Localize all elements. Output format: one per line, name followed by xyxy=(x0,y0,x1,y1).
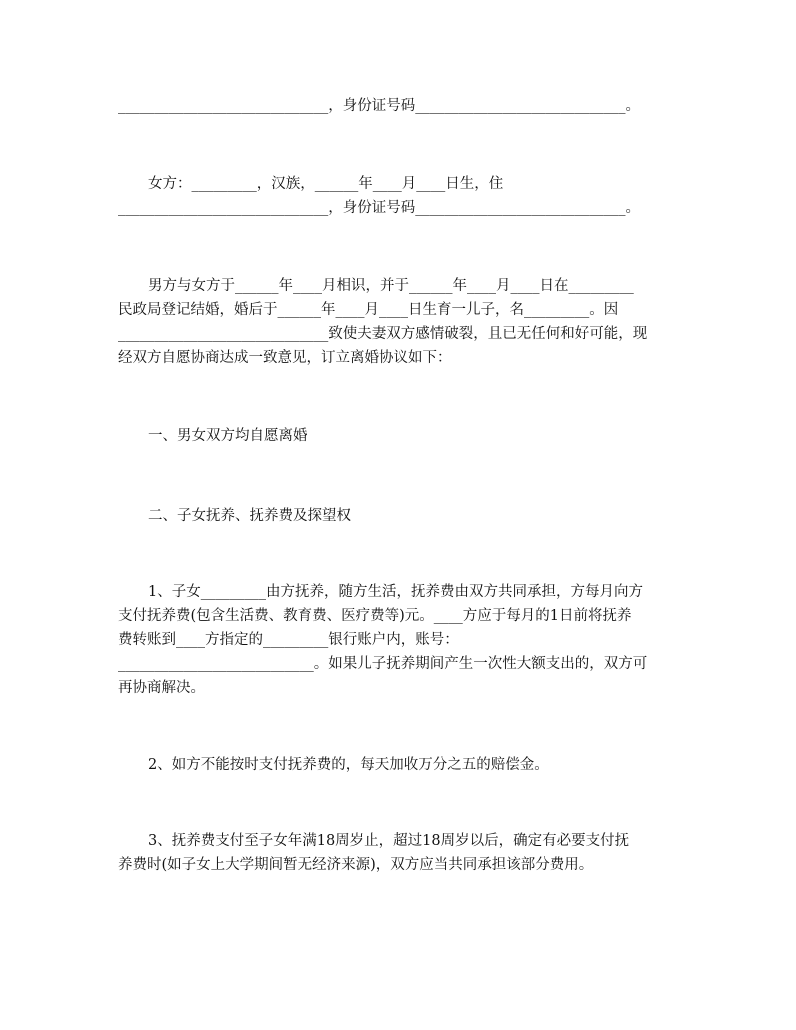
clause-2-paragraph xyxy=(118,753,680,777)
male-id-line xyxy=(118,94,680,118)
text-line: 3、抚养费支付至子女年满18周岁止，超过18周岁以后，确定有必要支付抚 xyxy=(148,833,630,849)
text-line: 支付抚养费(包含生活费、教育费、医疗费等)元。____方应于每月的1日前将抚养 xyxy=(118,608,632,624)
text-line: 民政局登记结婚，婚后于______年____月____日生育一儿子，名_________。因 xyxy=(118,302,619,318)
text-line: 男方与女方于______年____月相识，并于______年____月____日在_________ xyxy=(148,278,634,294)
marriage-paragraph xyxy=(118,274,680,370)
text-line: 一、男女双方均自愿离婚 xyxy=(148,428,308,444)
section-heading-1 xyxy=(118,424,680,448)
text-line: ___________________________。如果儿子抚养期间产生一次性大额支出的，双方可 xyxy=(118,656,648,672)
text-line: _____________________________致使夫妻双方感情破裂，且已无任何和好可能，现 xyxy=(118,326,648,342)
text-line: 养费时(如子女上大学期间暂无经济来源)，双方应当共同承担该部分费用。 xyxy=(118,857,594,873)
text-line: 再协商解决。 xyxy=(118,680,205,696)
female-info-paragraph xyxy=(118,172,680,220)
text-line: 1、子女_________由方抚养，随方生活，抚养费由双方共同承担，方每月向方 xyxy=(148,584,643,600)
clause-3-paragraph xyxy=(118,829,680,877)
text-line: 二、子女抚养、抚养费及探望权 xyxy=(148,508,351,524)
text-line: _____________________________，身份证号码_____________________________。 xyxy=(118,200,640,216)
clause-1-paragraph xyxy=(118,580,680,700)
text-line: 女方：_________，汉族，______年____月____日生，住 xyxy=(148,176,504,192)
text-line: 经双方自愿协商达成一致意见，订立离婚协议如下： xyxy=(118,350,452,366)
text-line: 2、如方不能按时支付抚养费的，每天加收万分之五的赔偿金。 xyxy=(148,757,549,773)
text-line: 费转账到____方指定的_________银行账户内，账号： xyxy=(118,632,459,648)
text-line: _____________________________，身份证号码_____________________________。 xyxy=(118,98,640,114)
section-heading-2 xyxy=(118,504,680,528)
